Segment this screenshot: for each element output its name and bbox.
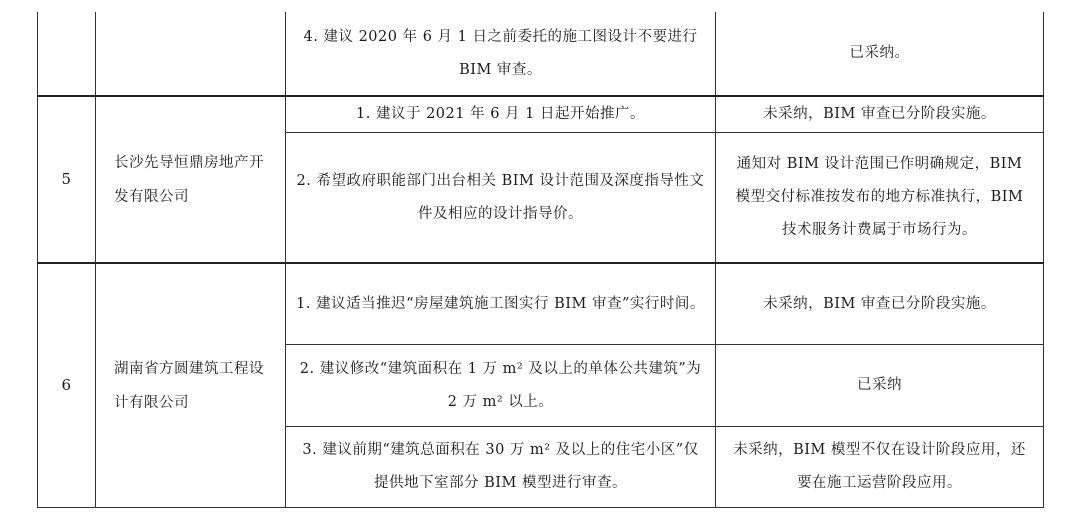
row-number-cell (38, 97, 95, 262)
table-border-right (1043, 12, 1044, 508)
organization-name: 湖南省方圆建筑工程设计有限公司 (114, 360, 264, 411)
suggestion-cell (286, 12, 715, 95)
response-cell (716, 427, 1043, 507)
suggestion-text: 4. 建议 2020 年 6 月 1 日之前委托的施工图设计不要进行 BIM 审查。 (303, 28, 698, 78)
row-number-cell (38, 12, 95, 95)
suggestion-text: 2. 建议修改“建筑面积在 1 万 m² 及以上的单体公共建筑”为 2 万 m² 以上。 (299, 360, 702, 410)
row-number-cell (38, 264, 95, 507)
suggestion-text: 1. 建议于 2021 年 6 月 1 日起开始推广。 (356, 106, 645, 122)
response-text: 已采纳。 (849, 45, 910, 61)
row-number: 6 (61, 376, 72, 394)
suggestion-cell (286, 264, 715, 344)
suggestion-cell (286, 345, 715, 426)
response-cell (716, 97, 1043, 132)
suggestion-text: 1. 建议适当推迟“房屋建筑施工图实行 BIM 审查”实行时间。 (296, 295, 705, 312)
response-cell (716, 345, 1043, 426)
response-text: 已采纳 (857, 377, 902, 393)
organization-cell (96, 12, 285, 95)
response-text: 未采纳，BIM 模型不仅在设计阶段应用，还要在施工运营阶段应用。 (733, 442, 1026, 491)
table-border-bottom (37, 507, 1044, 508)
organization-name: 长沙先导恒鼎房地产开发有限公司 (114, 154, 264, 205)
response-cell (716, 264, 1043, 344)
suggestion-text: 3. 建议前期“建筑总面积在 30 万 m² 及以上的住宅小区”仅提供地下室部分 BIM 模型进行审查。 (302, 442, 699, 491)
organization-cell (96, 97, 285, 262)
suggestion-cell (286, 97, 715, 132)
organization-cell (96, 264, 285, 507)
suggestion-cell (286, 133, 715, 262)
response-cell (716, 12, 1043, 95)
suggestion-text: 2. 希望政府职能部门出台相关 BIM 设计范围及深度指导性文件及相应的设计指导价。 (296, 172, 705, 222)
opinion-table (37, 12, 1044, 508)
suggestion-cell (286, 427, 715, 507)
row-number: 5 (61, 170, 72, 188)
response-text: 未采纳，BIM 审查已分阶段实施。 (763, 106, 996, 122)
response-text: 通知对 BIM 设计范围已作明确规定，BIM 模型交付标准按发布的地方标准执行，BIM 技术服务计费属于市场行为。 (735, 156, 1024, 238)
response-text: 未采纳，BIM 审查已分阶段实施。 (763, 295, 996, 312)
response-cell (716, 133, 1043, 262)
